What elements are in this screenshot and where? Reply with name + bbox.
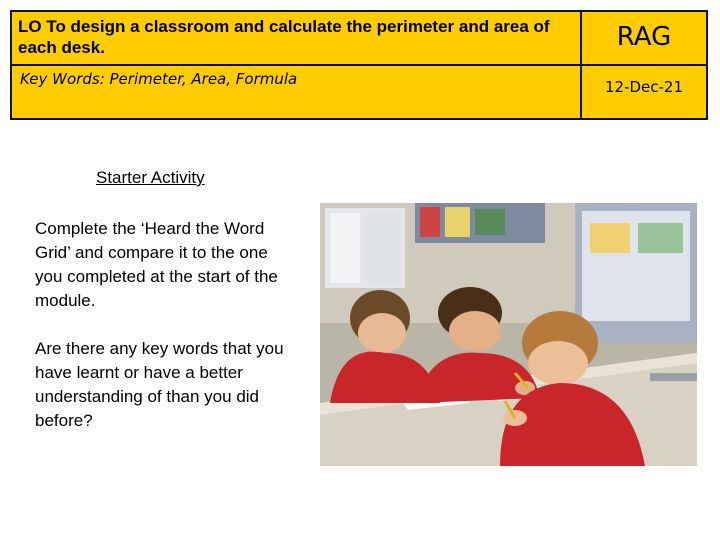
date: 12-Dec-21 <box>604 78 684 96</box>
header-table <box>10 10 708 120</box>
key-words: Key Words: Perimeter, Area, Formula <box>20 70 298 88</box>
learning-objective-cell <box>12 12 580 64</box>
classroom-photo <box>320 203 697 466</box>
key-words-cell <box>12 66 580 118</box>
learning-objective: LO To design a classroom and calculate the perimeter and area of each desk. <box>18 17 550 57</box>
starter-question: Are there any key words that you have learnt or have a better understanding of than you did before? <box>35 339 284 430</box>
rag-label: RAG <box>616 22 672 52</box>
rag-cell <box>582 12 706 64</box>
classroom-photo-illustration <box>320 203 697 466</box>
starter-instruction: Complete the ‘Heard the Word Grid’ and compare it to the one you completed at the start of the module. <box>35 219 278 310</box>
date-cell <box>582 66 706 118</box>
starter-activity-title: Starter Activity <box>96 168 205 187</box>
